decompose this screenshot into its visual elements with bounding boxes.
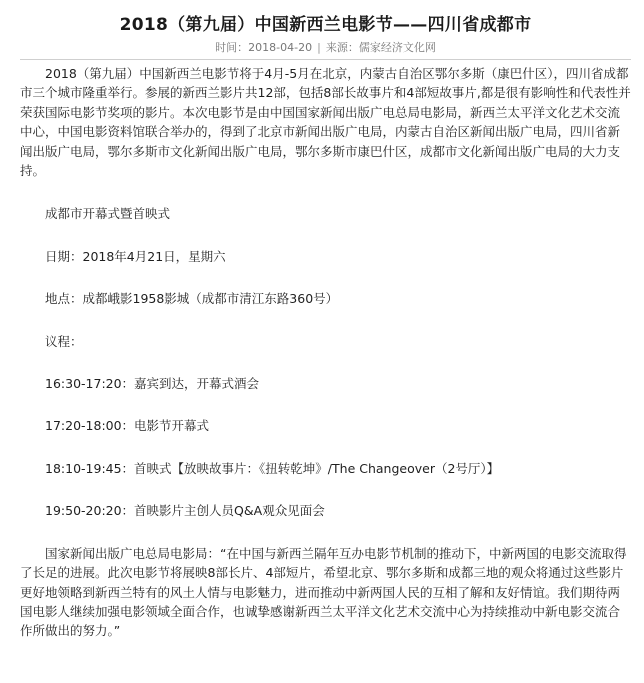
source-link[interactable]: 儒家经济文化网 (358, 41, 436, 54)
publish-time: 时间：2018-04-20 (215, 41, 313, 54)
event-date: 日期：2018年4月21日，星期六 (45, 248, 226, 264)
title-divider (20, 59, 631, 60)
quote-paragraph: 国家新闻出版广电总局电影局：“在中国与新西兰隔年互办电影节机制的推动下，中新两国的电影交流取得了长足的进展。此次电影节将展映8部长片、4部短片，希望北京、鄂尔多斯和成都三地的观众将通过这些影片更好地领略到新西兰特有的风土人情与电影魅力，进而推动中新两国人民的互相了解和友好情谊。我们期待两国电影人继续加强电影领域全面合作，也诚挚感谢新西兰太平洋文化艺术交流中心为持续推动中新电影交流合作所做出的努力。” (20, 545, 627, 639)
agenda-item-3: 18:10-19:45：首映式【放映故事片：《扭转乾坤》/The Changeover（2号厅）】 (45, 460, 500, 476)
event-name: 成都市开幕式暨首映式 (45, 206, 171, 222)
meta-separator: | (317, 41, 321, 54)
article-title: 2018（第九届）中国新西兰电影节——四川省成都市 (119, 15, 532, 35)
agenda-label: 议程： (45, 333, 83, 349)
article-body (20, 64, 631, 641)
event-venue: 地点：成都峨影1958影城（成都市清江东路360号） (45, 291, 339, 307)
agenda-item-4: 19:50-20:20：首映影片主创人员Q&A观众见面会 (45, 503, 325, 519)
agenda-item-2: 17:20-18:00：电影节开幕式 (45, 418, 210, 434)
intro-paragraph: 2018（第九届）中国新西兰电影节将于4月-5月在北京，内蒙古自治区鄂尔多斯（康巴什区），四川省成都市三个城市隆重举行。参展的新西兰影片共12部，包括8部长故事片和4部短故事片,都是很有影响性和代表性并荣获国际电影节奖项的影片。本次电影节是由中国国家新闻出版广电总局电影局，新西兰太平洋文化艺术交流中心，中国电影资料馆联合举办的，得到了北京市新闻出版广电局，内蒙古自治区新闻出版广电局，四川省新闻出版广电局，鄂尔多斯市文化新闻出版广电局，鄂尔多斯市康巴什区，成都市文化新闻出版广电局的大力支持。 (20, 66, 631, 179)
agenda-item-1: 16:30-17:20：嘉宾到达，开幕式酒会 (45, 376, 260, 392)
article-meta (20, 40, 631, 56)
source-label: 来源： (325, 41, 359, 54)
